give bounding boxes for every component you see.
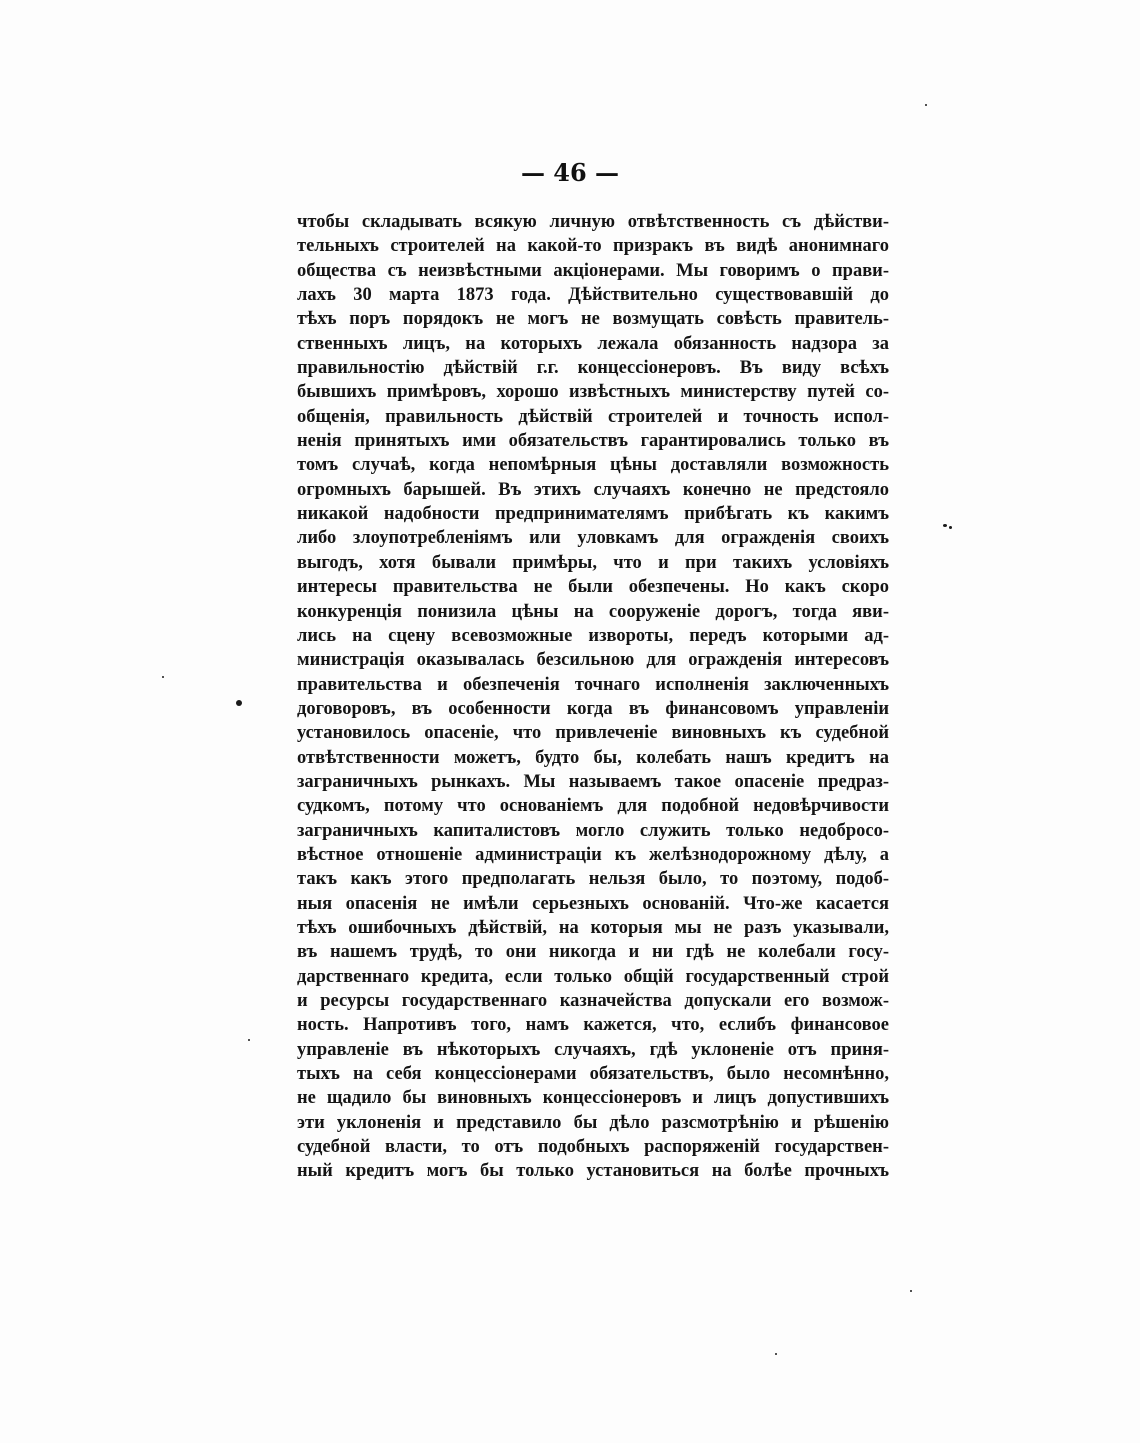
text-line: ственныхъ лицъ, на которыхъ лежала обязанность надзора за	[297, 333, 889, 354]
scan-speck	[949, 526, 952, 529]
text-line: эти уклоненія и представило бы дѣло разсмотрѣнію и рѣшенію	[297, 1112, 889, 1133]
text-line: тѣхъ ошибочныхъ дѣйствій, на которыя мы не разъ указывали,	[297, 917, 889, 938]
text-line: тыхъ на себя концессіонерами обязательствъ, было несомнѣнно,	[297, 1064, 889, 1085]
scan-speck	[162, 676, 164, 678]
text-line: выгодъ, хотя бывали примѣры, что и при такихъ условіяхъ	[297, 552, 889, 573]
text-line: конкуренція понизила цѣны на сооруженіе дорогъ, тогда яви-	[297, 601, 889, 622]
text-line: тельныхъ строителей на какой-то призракъ въ видѣ анонимнаго	[297, 236, 889, 257]
text-line: судкомъ, потому что основаніемъ для подобной недовѣрчивости	[297, 796, 889, 817]
text-line: томъ случаѣ, когда непомѣрныя цѣны доставляли возможность	[297, 455, 889, 476]
page-number: — 46 —	[520, 158, 620, 187]
text-line: судебной власти, то отъ подобныхъ распоряженій государствен-	[297, 1137, 889, 1158]
scan-speck	[910, 1290, 912, 1292]
text-line: огромныхъ барышей. Въ этихъ случаяхъ конечно не предстояло	[297, 479, 889, 500]
text-line: не щадило бы виновныхъ концессіонеровъ и лицъ допустившихъ	[297, 1088, 889, 1109]
text-line: дарственнаго кредита, если только общій государственный строй	[297, 966, 889, 987]
text-line: ный кредитъ могъ бы только установиться на болѣе прочныхъ	[297, 1161, 889, 1182]
text-line: тѣхъ поръ порядокъ не могъ не возмущать совѣсть правитель-	[297, 309, 889, 330]
text-line: вѣстное отношеніе администраціи къ желѣзнодорожному дѣлу, а	[297, 844, 889, 865]
text-line: чтобы складывать всякую личную отвѣтственность съ дѣйстви-	[297, 212, 889, 232]
text-line: правительства и обезпеченія точнаго исполненія заключенныхъ	[297, 674, 889, 695]
text-line: такъ какъ этого предполагать нельзя было, то поэтому, подоб-	[297, 869, 889, 890]
text-line: общества съ неизвѣстными акціонерами. Мы говоримъ о прави-	[297, 260, 889, 281]
scan-speck	[925, 104, 927, 106]
text-line: отвѣтственности можетъ, будто бы, колебать нашъ кредитъ на	[297, 747, 889, 768]
text-line: управленіе въ нѣкоторыхъ случаяхъ, гдѣ уклоненіе отъ приня-	[297, 1039, 889, 1060]
text-line: министрація оказывалась безсильною для огражденія интересовъ	[297, 650, 889, 671]
scan-speck	[236, 700, 242, 706]
text-line: ность. Напротивъ того, намъ кажется, что, еслибъ финансовое	[297, 1015, 889, 1036]
text-line: никакой надобности предпринимателямъ прибѣгать къ какимъ	[297, 504, 889, 525]
text-line: лахъ 30 марта 1873 года. Дѣйствительно существовавшій до	[297, 285, 889, 306]
body-text	[297, 210, 889, 1184]
text-line: установилось опасеніе, что привлеченіе виновныхъ къ судебной	[297, 723, 889, 744]
scan-speck	[248, 1039, 250, 1041]
text-line: лись на сцену всевозможные извороты, передъ которыми ад-	[297, 625, 889, 646]
text-line: бывшихъ примѣровъ, хорошо извѣстныхъ министерству путей со-	[297, 382, 889, 403]
text-line: договоровъ, въ особенности когда въ финансовомъ управленіи	[297, 698, 889, 719]
text-line: заграничныхъ рынкахъ. Мы называемъ такое опасеніе предраз-	[297, 771, 889, 792]
text-line: ненія принятыхъ ими обязательствъ гарантировались только въ	[297, 431, 889, 452]
text-line: заграничныхъ капиталистовъ могло служить только недобросо-	[297, 820, 889, 841]
scan-speck	[943, 524, 947, 527]
text-line: въ нашемъ трудѣ, то они никогда и ни гдѣ не колебали госу-	[297, 942, 889, 963]
text-line: ныя опасенія не имѣли серьезныхъ основаній. Что-же касается	[297, 893, 889, 914]
text-line: либо злоупотребленіямъ или уловкамъ для огражденія своихъ	[297, 528, 889, 549]
text-line: и ресурсы государственнаго казначейства допускали его возмож-	[297, 991, 889, 1011]
scan-speck	[775, 1353, 777, 1355]
text-line: общенія, правильность дѣйствій строителей и точность испол-	[297, 406, 889, 427]
text-line: правильностію дѣйствій г.г. концессіонеровъ. Въ виду всѣхъ	[297, 358, 889, 379]
text-line: интересы правительства не были обезпечены. Но какъ скоро	[297, 577, 889, 598]
